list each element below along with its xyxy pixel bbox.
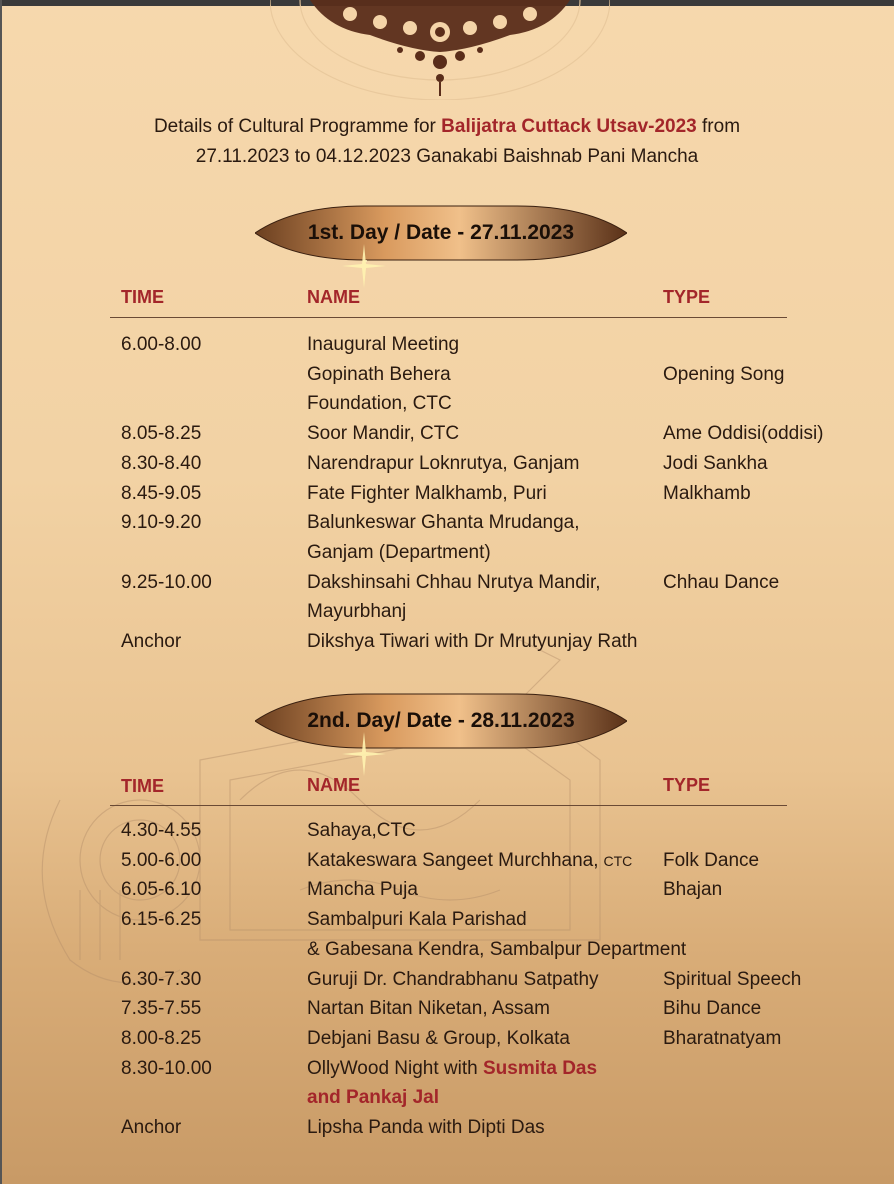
row-type: Bhajan xyxy=(663,879,723,901)
row-name-text: Debjani Basu & Group, Kolkata xyxy=(307,1027,570,1049)
row-time: 8.45-9.05 xyxy=(121,482,202,504)
row-name-text: Katakeswara Sangeet Murchhana, xyxy=(307,849,599,871)
schedule-row xyxy=(0,816,894,846)
row-time: 6.05-6.10 xyxy=(121,879,202,901)
row-name-text: Fate Fighter Malkhamb, Puri xyxy=(307,482,547,504)
row-time: 6.15-6.25 xyxy=(121,909,202,931)
schedule-row xyxy=(0,1024,894,1054)
day2-banner xyxy=(255,692,627,750)
header-line-2: 27.11.2023 to 04.12.2023 Ganakabi Baishnab Pani Mancha xyxy=(195,146,699,167)
day1-col-time: TIME xyxy=(121,287,164,307)
schedule-row xyxy=(0,965,894,995)
schedule-row xyxy=(0,905,894,935)
programme-header xyxy=(0,112,894,172)
schedule-row xyxy=(0,846,894,876)
sparkle-icon xyxy=(342,244,386,288)
row-name-text: Balunkeswar Ghanta Mrudanga, xyxy=(307,512,580,534)
row-name-text: Foundation, CTC xyxy=(307,393,452,415)
row-name xyxy=(307,360,451,390)
row-time: 5.00-6.00 xyxy=(121,849,202,871)
row-name xyxy=(307,994,550,1024)
row-name xyxy=(307,389,452,419)
day1-banner-label: 1st. Day / Date - 27.11.2023 xyxy=(307,221,575,244)
row-type: Opening Song xyxy=(663,363,785,385)
schedule-row xyxy=(0,627,894,657)
row-name-text: Gopinath Behera xyxy=(307,363,451,385)
row-name-suffix: CTC xyxy=(603,852,633,869)
row-time: 8.30-10.00 xyxy=(121,1057,212,1079)
day1-header-rule xyxy=(110,317,787,318)
row-name xyxy=(307,627,637,657)
row-type: Folk Dance xyxy=(663,849,760,871)
row-name-text: Guruji Dr. Chandrabhanu Satpathy xyxy=(307,968,599,990)
row-type: Spiritual Speech xyxy=(663,968,802,990)
row-time: 9.25-10.00 xyxy=(121,571,212,593)
row-time: 6.30-7.30 xyxy=(121,968,202,990)
row-name-text: & Gabesana Kendra, Sambalpur Department xyxy=(307,938,687,960)
row-time: Anchor xyxy=(121,1117,182,1138)
day2-banner-label: 2nd. Day/ Date - 28.11.2023 xyxy=(307,709,575,732)
mandala-ornament-icon xyxy=(270,0,610,100)
row-name-text: Narendrapur Loknrutya, Ganjam xyxy=(307,452,580,474)
day2-col-time: TIME xyxy=(121,776,164,796)
row-name-text: Dikshya Tiwari with Dr Mrutyunjay Rath xyxy=(307,631,638,652)
row-name-text: OllyWood Night with xyxy=(307,1057,483,1079)
row-time: 8.00-8.25 xyxy=(121,1027,202,1049)
schedule-row xyxy=(0,419,894,449)
row-time: 8.30-8.40 xyxy=(121,452,202,474)
row-name xyxy=(307,597,406,627)
schedule-row xyxy=(0,538,894,568)
schedule-row xyxy=(0,935,894,965)
row-name-text: Mayurbhanj xyxy=(307,601,407,623)
row-time: 8.05-8.25 xyxy=(121,423,202,445)
schedule-row xyxy=(0,389,894,419)
row-name xyxy=(307,846,632,876)
row-type: Ame Oddisi(oddisi) xyxy=(663,423,824,445)
schedule-row xyxy=(0,449,894,479)
row-time: 9.10-9.20 xyxy=(121,512,202,534)
row-name-highlight: Susmita Das xyxy=(483,1057,598,1079)
row-name-text: Sahaya,CTC xyxy=(307,820,416,841)
day1-banner xyxy=(255,204,627,262)
schedule-row xyxy=(0,508,894,538)
schedule-row xyxy=(0,994,894,1024)
row-name-text: Sambalpuri Kala Parishad xyxy=(307,909,527,931)
row-name-text: Dakshinsahi Chhau Nrutya Mandir, xyxy=(307,571,601,593)
day2-col-name: NAME xyxy=(307,775,360,795)
row-name xyxy=(307,479,547,509)
day1-col-name: NAME xyxy=(307,287,360,307)
schedule-row xyxy=(0,597,894,627)
row-name xyxy=(307,875,418,905)
row-name-text: Nartan Bitan Niketan, Assam xyxy=(307,998,550,1020)
row-type: Bharatnatyam xyxy=(663,1027,782,1049)
row-type: Malkhamb xyxy=(663,482,751,504)
row-name xyxy=(307,1024,570,1054)
schedule-row xyxy=(0,1113,894,1143)
day1-col-type: TYPE xyxy=(663,287,711,307)
row-name xyxy=(307,330,459,360)
schedule-row xyxy=(0,1054,894,1084)
row-name xyxy=(307,1083,439,1113)
row-name xyxy=(307,905,527,935)
day2-col-type: TYPE xyxy=(663,775,711,795)
schedule-row xyxy=(0,875,894,905)
day2-header-rule xyxy=(110,805,787,806)
row-name xyxy=(307,965,599,995)
row-name-text: Soor Mandir, CTC xyxy=(307,423,460,445)
schedule-row xyxy=(0,1083,894,1113)
row-name-text: Lipsha Panda with Dipti Das xyxy=(307,1117,545,1138)
festival-name: Balijatra Cuttack Utsav-2023 xyxy=(441,116,697,137)
row-time: Anchor xyxy=(121,631,182,652)
row-name-text: Mancha Puja xyxy=(307,879,418,901)
row-name-text: Inaugural Meeting xyxy=(307,334,460,355)
row-name xyxy=(307,1113,545,1143)
row-type: Jodi Sankha xyxy=(663,452,768,474)
row-name xyxy=(307,419,459,449)
schedule-row xyxy=(0,568,894,598)
schedule-row xyxy=(0,360,894,390)
row-name xyxy=(307,1054,597,1084)
schedule-row xyxy=(0,479,894,509)
row-name xyxy=(307,935,686,965)
row-time: 4.30-4.55 xyxy=(121,820,202,841)
row-name xyxy=(307,449,579,479)
row-name xyxy=(307,538,491,568)
row-name xyxy=(307,568,601,598)
row-name-highlight: and Pankaj Jal xyxy=(307,1087,440,1109)
header-line-1: Details of Cultural Programme for Balijatra Cuttack Utsav-2023 from xyxy=(153,116,741,137)
sparkle-icon xyxy=(342,732,386,776)
schedule-row xyxy=(0,330,894,360)
row-name xyxy=(307,508,580,538)
row-name-text: Ganjam (Department) xyxy=(307,541,491,563)
row-time: 7.35-7.55 xyxy=(121,998,202,1020)
row-name xyxy=(307,816,416,846)
row-type: Chhau Dance xyxy=(663,571,780,593)
row-time: 6.00-8.00 xyxy=(121,334,202,355)
row-type: Bihu Dance xyxy=(663,998,762,1020)
